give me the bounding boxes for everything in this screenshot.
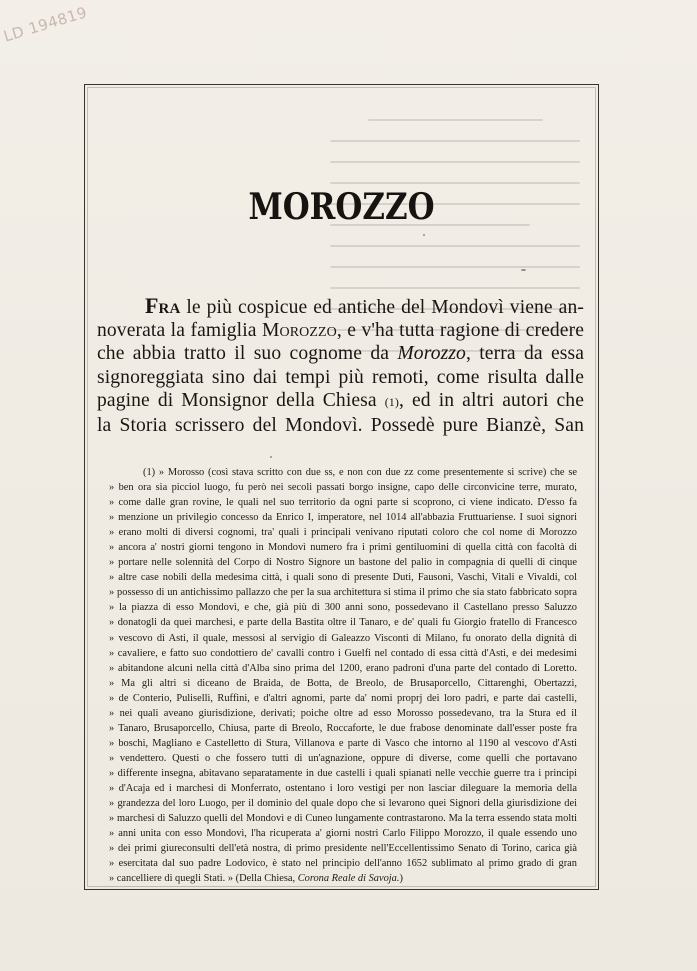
footnote-line: » cavaliere, e fatto suo condottiero de' cavalli contro i Guelfi nel contado di essa città d'Asti, e dei medesimi [109, 647, 577, 659]
footnote-line: » Ma gli altri si diceano de Braida, de Botta, de Breolo, de Brusaporcello, Cittarenghi, Obertazzi, [109, 677, 577, 689]
footnote-line: » come dalle gran rovine, le quali nel suo territorio da ogni parte si scoprono, ci viene indicato. D'esso fa [109, 497, 577, 509]
footnote-line: » la piazza di esso Mondovì, e che, già più di 300 anni sono, possedevano il Castellano presso Saluzzo [109, 602, 577, 614]
ink-speck [423, 234, 425, 236]
footnote-line: » altre case nobili della medesima città, i quali sono di presente Duti, Fausoni, Vaschi, Vitali e Vivaldi, col [109, 572, 577, 584]
ink-speck [521, 269, 526, 271]
footnote-line: (1) » Morosso (così stava scritto con due ss, e non con due zz come presentemente si scrive) che se [143, 467, 577, 478]
main-line-2-post: , e v'ha tutta ragione di credere [336, 320, 585, 342]
footnote-line: » anni unita con esso Mondovì, l'ha ricuperata a' giorni nostri Carlo Filippo Morozzo, il quale essendo uno [109, 828, 577, 840]
main-line-2-pre: noverata la famiglia [97, 320, 262, 342]
main-line-4: signoreggiata sino dai tempi più remoti, come risulta dalle [97, 366, 584, 388]
footnote-line: » vendettero. Questi o che fossero tutti di un'agnazione, oppure di diverse, come quelli che portavano [109, 752, 577, 764]
footnote-reference: (1) [384, 394, 399, 409]
footnote-line: » dei primi giureconsulti dell'età nostra, di primo presidente nell'Eccellentissimo Senato di Torino, carica già [109, 843, 577, 855]
main-line-3 [97, 342, 584, 365]
footnote-last-post: ) [399, 873, 403, 885]
footnote-line: » differente insegna, abitavano separatamente in due castelli i quali spianati nelle vecchie guerre tra i principi [109, 767, 577, 779]
footnote-line: » erano molti di diversi cognomi, tra' quali i principali venivano riputati coloro che col nome di Morozzo [109, 527, 577, 539]
family-name: Morozzo [261, 320, 337, 342]
main-line-3-pre: che abbia tratto il suo cognome da [97, 343, 398, 365]
footnote-line: » de Conterio, Pulisellì, Ruffini, e d'altri agnomi, parte da' nomi proprj dei loro padri, e parte dai castelli, [109, 692, 577, 704]
main-line-1-text: le più cospicue ed antiche del Mondovì viene an- [180, 297, 584, 318]
place-name: Morozzo [397, 343, 466, 365]
footnote-line: » d'Acaja ed i marchesi di Monferrato, ostentano i loro vestigi per non lasciar dileguare la memoria della [109, 782, 577, 794]
footnote-line: » Tanaro, Brusaporcello, Chiusa, parte di Breolo, Roccaforte, le due frabose denominate dall'esser poste fra [109, 722, 577, 734]
footnote [109, 465, 577, 886]
ink-speck [270, 456, 272, 458]
footnote-line: » donatogli da quei marchesi, e parte della Bastita oltre il Tanaro, e de' quali fu Giorgio fratello di Francesco [109, 617, 577, 629]
footnote-line: » abitandone alcuni nella città d'Alba sino prima del 1200, erano padroni d'una parte del contado di Loretto. [109, 662, 577, 674]
page-title: MOROZZO [248, 186, 435, 228]
main-line-2 [97, 319, 584, 342]
main-line-5 [97, 389, 584, 414]
footnote-line: » ben ora sia picciol luogo, fu però nei secoli passati borgo insigne, capo delle circonvicine terre, murato, [109, 482, 577, 494]
main-line-6: la Storia scrissero del Mondovì. Possedè pure Bianzè, San [97, 415, 584, 437]
footnote-line: » portare nelle solennità del Corpo di Nostro Signore un bastone del palio in compagnia di quelli di cinque [109, 557, 577, 569]
footnote-line: » possesso di un antichissimo pallazzo che per la sua architettura si stima il primo che sia stato fabbricato sopra [109, 587, 577, 599]
drop-cap: Fra [145, 293, 181, 318]
footnote-line: » grandezza del loro Luogo, per il dominio del quale dopo che si levarono quei Signori della giurisdizione dei [109, 798, 577, 810]
footnote-line: » ancora a' nostri giorni tengono in Mondovì numero fra i primi gentiluomini di quella città con facoltà di [109, 542, 577, 554]
main-line-5-pre: pagine di Monsignor della Chiesa [97, 389, 385, 411]
footnote-line: » esercitata dal suo padre Lodovico, è stato nel principio dell'anno 1652 sublimato al primo grado di gran [109, 858, 577, 870]
footnote-line: » nei quali aveano giurisdizione, derivati; poiche oltre ad esso Morosso possedevano, tra la Stura ed il [109, 707, 577, 719]
footnote-line: » vescovo di Asti, il quale, messosi al servigio di Galeazzo Visconti di Milano, fu onorato della dignità di [109, 632, 577, 644]
footnote-citation: Corona Reale di Savoja. [297, 873, 400, 885]
footnote-last-line [109, 871, 577, 886]
main-paragraph [97, 294, 584, 437]
main-line-3-post: , terra da essa [465, 343, 584, 365]
main-line-5-post: , ed in altri autori che [399, 389, 584, 411]
main-line-1 [97, 294, 584, 319]
footnote-line: » marchesi di Saluzzo quelli del Mondovì e di Cuneo lungamente contrastarono. Ma la terra essendo stata molti [109, 813, 577, 825]
footnote-line: » boschi, Magliano e Castelletto di Stura, Villanova e parte di Vasco che intorno al 1190 al vescovo d'Asti [109, 737, 577, 749]
catalog-mark: LD 194819 [1, 3, 90, 46]
footnote-line: » menzione un privilegio concesso da Enrico I, imperatore, nel 1014 all'abbazia Fruttuariense. I suoi signori [109, 512, 577, 524]
footnote-last-pre: » cancelliere di quegli Stati. » (Della Chiesa, [109, 873, 298, 885]
